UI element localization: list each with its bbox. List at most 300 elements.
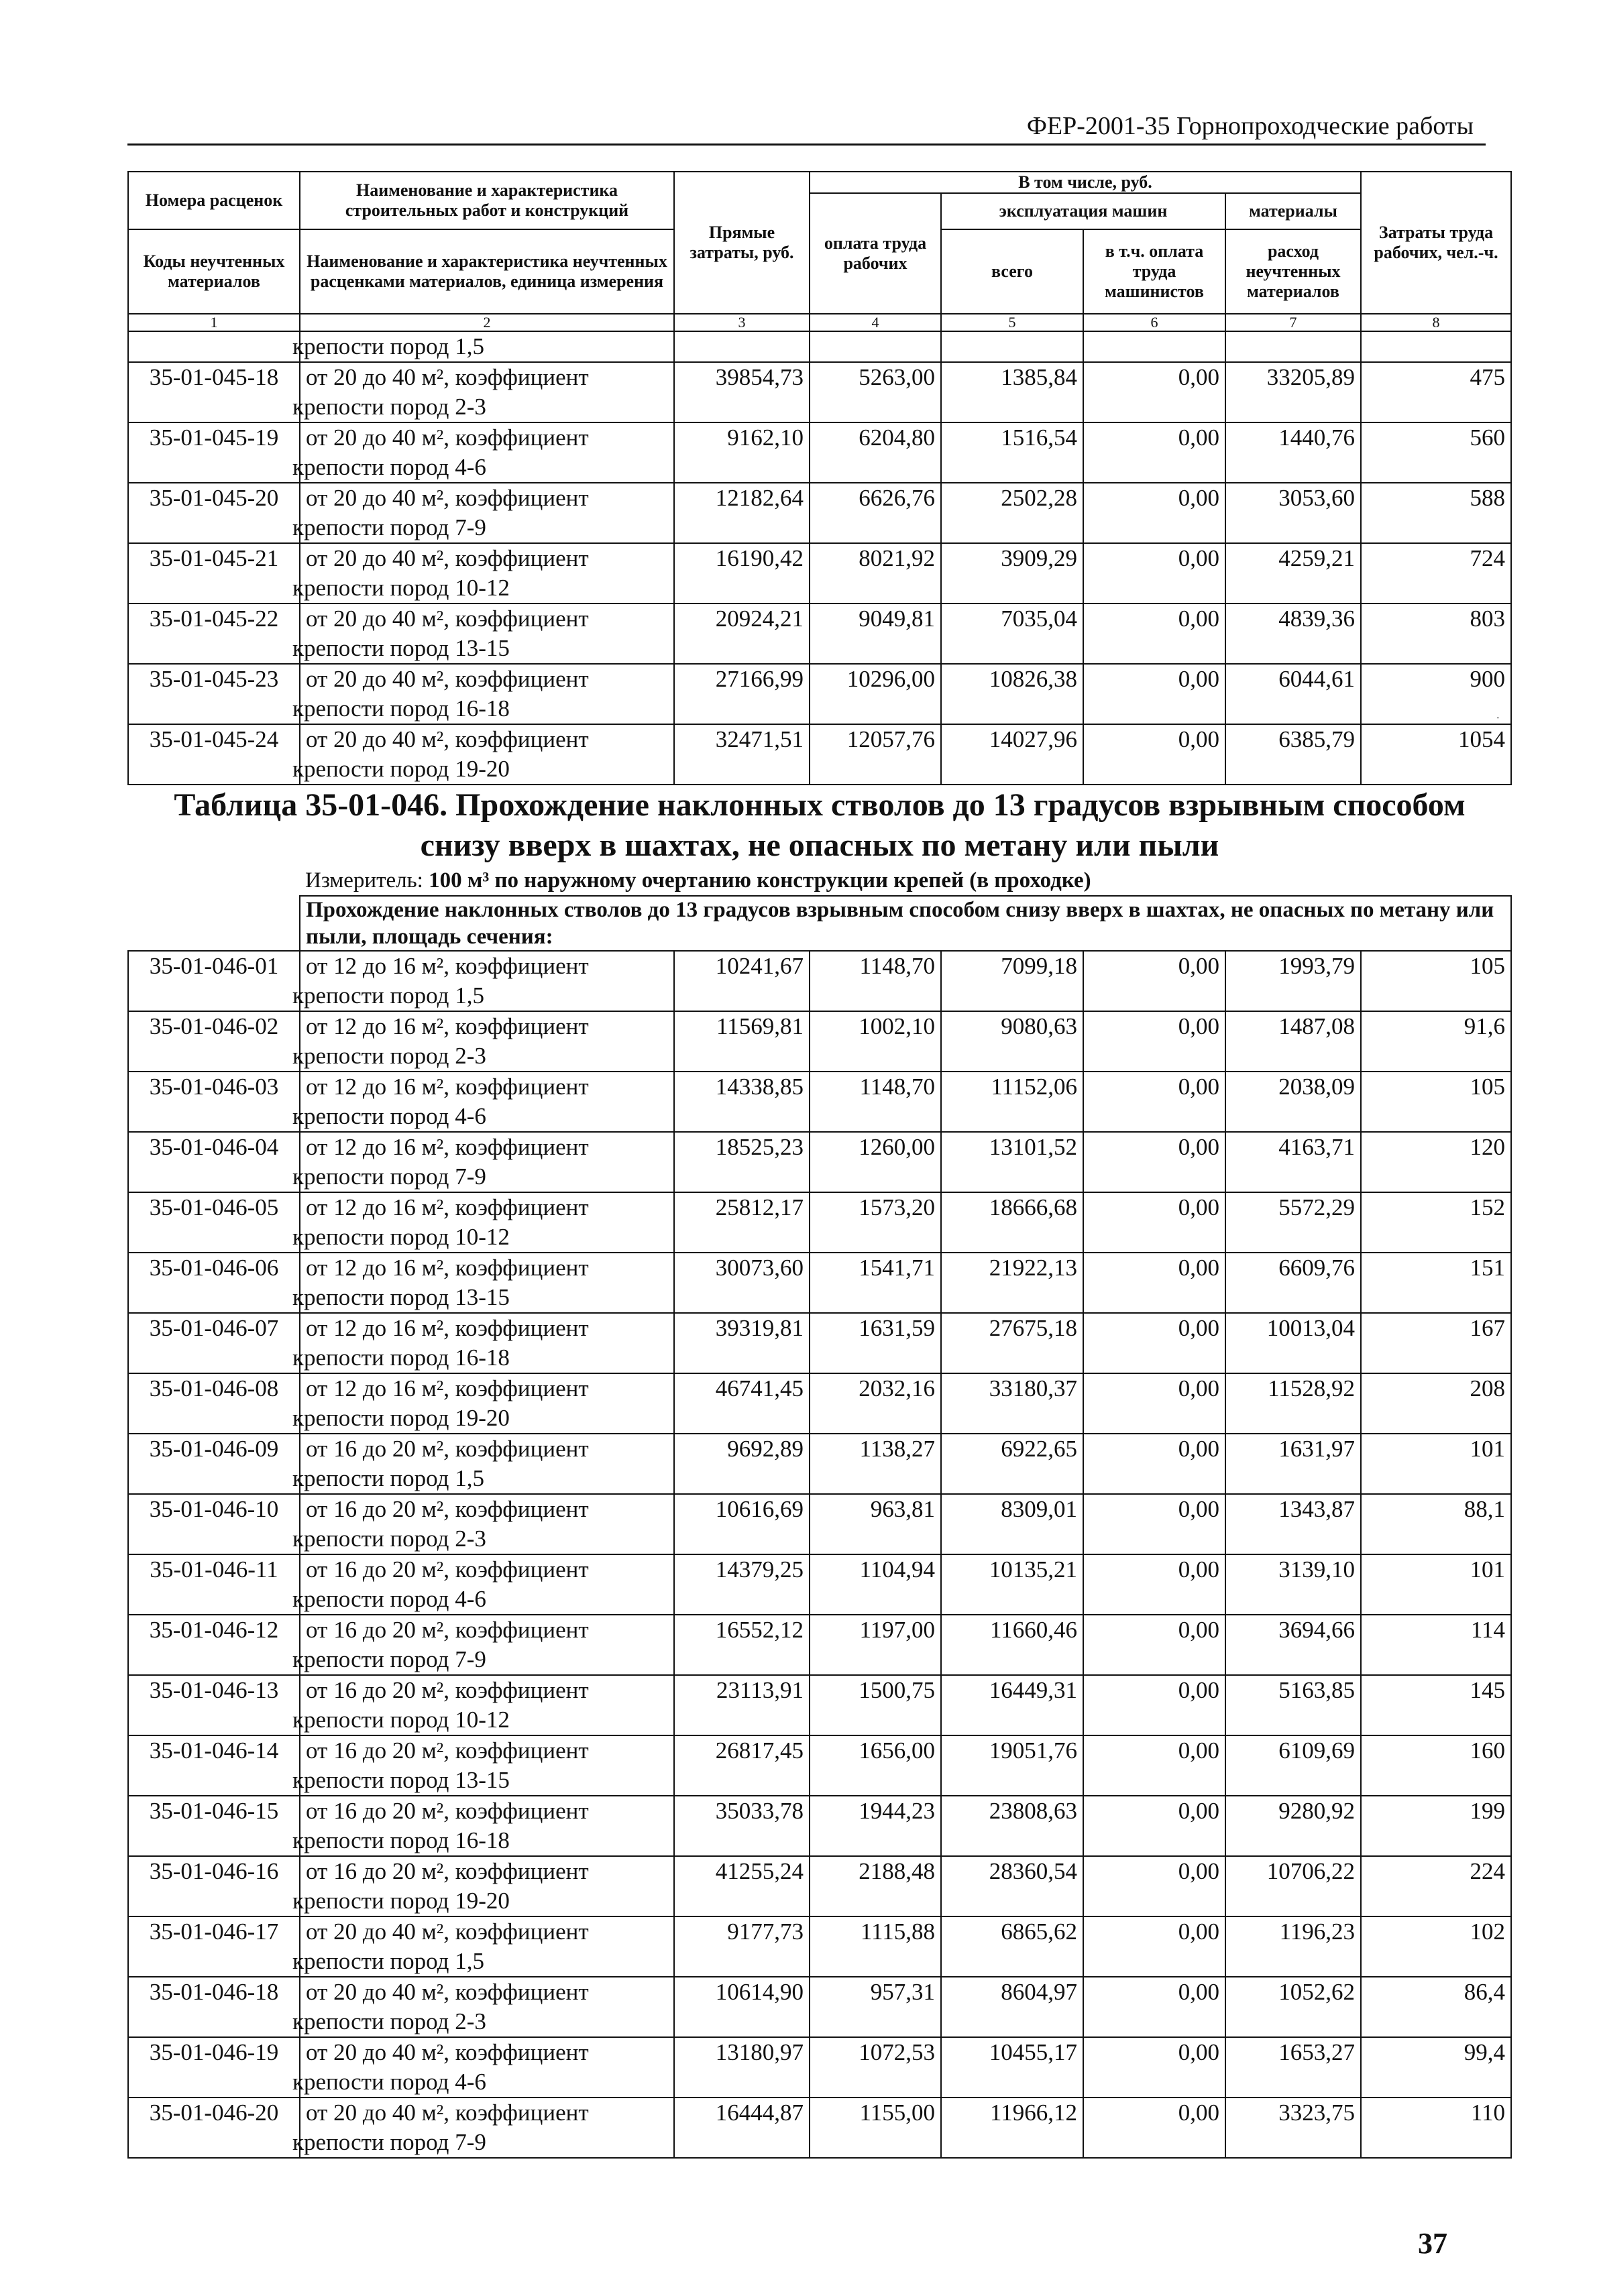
rate-name — [292, 1373, 674, 1434]
machinist-wages: 0,00 — [1083, 362, 1225, 422]
subheader-row — [128, 896, 1511, 951]
rate-code: 35-01-046-03 — [128, 1072, 300, 1132]
direct-costs: 14338,85 — [674, 1072, 810, 1132]
machinist-wages: 0,00 — [1083, 1554, 1225, 1615]
table-row — [128, 1072, 1511, 1132]
table-row — [128, 1434, 1511, 1494]
direct-costs: 20924,21 — [674, 604, 810, 664]
rate-name — [292, 362, 674, 422]
rate-name-cont: крепости пород 10-12 — [292, 575, 510, 601]
rate-name-cont: крепости пород 1,5 — [292, 982, 484, 1009]
material-use: 10706,22 — [1225, 1856, 1361, 1916]
rate-name-cont: крепости пород 7-9 — [292, 2129, 486, 2155]
material-use: 1052,62 — [1225, 1977, 1361, 2037]
table-title-line-2: снизу вверх в шахтах, не опасных по метану или пыли — [420, 827, 1219, 863]
table-row — [128, 1373, 1511, 1434]
labor-hours: 145 — [1361, 1675, 1511, 1735]
direct-costs: 9177,73 — [674, 1916, 810, 1977]
rate-name — [292, 1615, 674, 1675]
col-code-bottom: Коды неучтенных материалов — [128, 229, 300, 314]
machinist-wages: 0,00 — [1083, 951, 1225, 1011]
wages: 1573,20 — [810, 1192, 941, 1253]
rate-name-line: от 16 до 20 м², коэффициент — [306, 1436, 589, 1462]
rate-code: 35-01-045-19 — [128, 422, 300, 483]
direct-costs: 46741,45 — [674, 1373, 810, 1434]
rate-name-cont: крепости пород 13-15 — [292, 1767, 510, 1793]
machinist-wages: 0,00 — [1083, 1494, 1225, 1554]
labor-hours: 199 — [1361, 1796, 1511, 1856]
rate-code: 35-01-046-04 — [128, 1132, 300, 1192]
rate-code: 35-01-046-18 — [128, 1977, 300, 2037]
rate-code: 35-01-045-22 — [128, 604, 300, 664]
rate-code: 35-01-046-02 — [128, 1011, 300, 1072]
rate-name-cont: крепости пород 19-20 — [292, 1405, 510, 1431]
wages: 1155,00 — [810, 2098, 941, 2158]
rate-name — [292, 1916, 674, 1977]
rate-name-line: от 20 до 40 м², коэффициент — [306, 1979, 589, 2005]
wages: 1115,88 — [810, 1916, 941, 1977]
direct-costs: 41255,24 — [674, 1856, 810, 1916]
empty-cell — [941, 331, 1083, 362]
rate-name — [292, 1494, 674, 1554]
rate-name-cont: крепости пород 4-6 — [292, 1103, 486, 1129]
labor-hours: 151 — [1361, 1253, 1511, 1313]
material-use: 1196,23 — [1225, 1916, 1361, 1977]
direct-costs: 39319,81 — [674, 1313, 810, 1373]
machinist-wages: 0,00 — [1083, 1192, 1225, 1253]
direct-costs: 9692,89 — [674, 1434, 810, 1494]
wages: 1541,71 — [810, 1253, 941, 1313]
wages: 6626,76 — [810, 483, 941, 543]
rate-name-cont: крепости пород 4-6 — [292, 1586, 486, 1612]
machines-total: 28360,54 — [941, 1856, 1083, 1916]
table-row — [128, 362, 1511, 422]
machines-total: 6922,65 — [941, 1434, 1083, 1494]
rate-name — [292, 422, 674, 483]
machinist-wages: 0,00 — [1083, 543, 1225, 604]
labor-hours: 101 — [1361, 1434, 1511, 1494]
rate-name-cont: крепости пород 2-3 — [292, 394, 486, 420]
table-row — [128, 543, 1511, 604]
rate-name — [292, 1072, 674, 1132]
rate-code: 35-01-045-18 — [128, 362, 300, 422]
column-number: 1 — [128, 314, 300, 331]
material-use: 3139,10 — [1225, 1554, 1361, 1615]
rate-name — [292, 1313, 674, 1373]
machinist-wages: 0,00 — [1083, 1313, 1225, 1373]
machinist-wages: 0,00 — [1083, 664, 1225, 724]
direct-costs: 16444,87 — [674, 2098, 810, 2158]
labor-hours: 803 — [1361, 604, 1511, 664]
machines-total: 7035,04 — [941, 604, 1083, 664]
rate-name — [292, 543, 674, 604]
table-row — [128, 1735, 1511, 1796]
material-use: 5572,29 — [1225, 1192, 1361, 1253]
material-use: 6609,76 — [1225, 1253, 1361, 1313]
carry-over-text: крепости пород 1,5 — [300, 331, 674, 362]
machinist-wages: 0,00 — [1083, 1011, 1225, 1072]
rate-code: 35-01-046-17 — [128, 1916, 300, 1977]
labor-hours: 160 — [1361, 1735, 1511, 1796]
rate-name — [292, 1434, 674, 1494]
table-title-row — [128, 785, 1511, 866]
rate-name-cont: крепости пород 2-3 — [292, 1526, 486, 1552]
wages: 1104,94 — [810, 1554, 941, 1615]
empty-cell — [1361, 331, 1511, 362]
col-machines: эксплуатация машин — [941, 193, 1225, 229]
rate-name-line: от 12 до 16 м², коэффициент — [306, 953, 589, 979]
rate-name — [292, 1856, 674, 1916]
machines-total: 1385,84 — [941, 362, 1083, 422]
machinist-wages: 0,00 — [1083, 2037, 1225, 2098]
table-row — [128, 604, 1511, 664]
scan-mark: · — [1496, 711, 1500, 726]
rate-name — [292, 664, 674, 724]
table-row — [128, 1856, 1511, 1916]
rate-name-line: от 16 до 20 м², коэффициент — [306, 1737, 589, 1764]
direct-costs: 23113,91 — [674, 1675, 810, 1735]
wages: 1656,00 — [810, 1735, 941, 1796]
rate-code: 35-01-045-21 — [128, 543, 300, 604]
table-row — [128, 1011, 1511, 1072]
table-row — [128, 1615, 1511, 1675]
labor-hours: 110 — [1361, 2098, 1511, 2158]
direct-costs: 10616,69 — [674, 1494, 810, 1554]
machinist-wages: 0,00 — [1083, 604, 1225, 664]
rate-code: 35-01-046-10 — [128, 1494, 300, 1554]
labor-hours: 224 — [1361, 1856, 1511, 1916]
table-row — [128, 1494, 1511, 1554]
labor-hours: 588 — [1361, 483, 1511, 543]
labor-hours: 99,4 — [1361, 2037, 1511, 2098]
rates-table — [127, 171, 1512, 2158]
rate-name-cont: крепости пород 19-20 — [292, 756, 510, 782]
rate-name-line: от 20 до 40 м², коэффициент — [306, 726, 589, 752]
column-numbers-row — [128, 314, 1511, 331]
rate-code: 35-01-046-14 — [128, 1735, 300, 1796]
page-header — [127, 114, 1486, 146]
rate-code: 35-01-045-24 — [128, 724, 300, 785]
machines-total: 1516,54 — [941, 422, 1083, 483]
table-row — [128, 1253, 1511, 1313]
rate-name-line: от 12 до 16 м², коэффициент — [306, 1315, 589, 1341]
machines-total: 21922,13 — [941, 1253, 1083, 1313]
rate-code: 35-01-046-06 — [128, 1253, 300, 1313]
machines-total: 14027,96 — [941, 724, 1083, 785]
table-row — [128, 664, 1511, 724]
rate-name-cont: крепости пород 16-18 — [292, 1827, 510, 1853]
measure-value: 100 м³ по наружному очертанию конструкции крепей (в проходке) — [429, 868, 1091, 893]
direct-costs: 30073,60 — [674, 1253, 810, 1313]
col-machinist-wages: в т.ч. оплата труда машинистов — [1083, 229, 1225, 314]
wages: 1197,00 — [810, 1615, 941, 1675]
wages: 1944,23 — [810, 1796, 941, 1856]
rate-name-cont: крепости пород 16-18 — [292, 695, 510, 722]
rate-code: 35-01-045-23 — [128, 664, 300, 724]
rate-name-line: от 12 до 16 м², коэффициент — [306, 1194, 589, 1220]
measure-row — [128, 866, 1511, 896]
rate-name-line: от 20 до 40 м², коэффициент — [306, 364, 589, 390]
direct-costs: 16552,12 — [674, 1615, 810, 1675]
col-material-use: расход неучтенных материалов — [1225, 229, 1361, 314]
machinist-wages: 0,00 — [1083, 1434, 1225, 1494]
machinist-wages: 0,00 — [1083, 1916, 1225, 1977]
material-use: 5163,85 — [1225, 1675, 1361, 1735]
wages: 2032,16 — [810, 1373, 941, 1434]
empty-cell — [128, 866, 300, 896]
material-use: 4839,36 — [1225, 604, 1361, 664]
table-row — [128, 1796, 1511, 1856]
col-wages: оплата труда рабочих — [810, 193, 941, 314]
column-number: 8 — [1361, 314, 1511, 331]
material-use: 2038,09 — [1225, 1072, 1361, 1132]
machines-total: 18666,68 — [941, 1192, 1083, 1253]
material-use: 6044,61 — [1225, 664, 1361, 724]
direct-costs: 12182,64 — [674, 483, 810, 543]
rate-name — [292, 2037, 674, 2098]
rate-name-cont: крепости пород 4-6 — [292, 454, 486, 480]
empty-cell — [1083, 331, 1225, 362]
rate-code: 35-01-046-13 — [128, 1675, 300, 1735]
machinist-wages: 0,00 — [1083, 1735, 1225, 1796]
empty-cell — [810, 331, 941, 362]
material-use: 4163,71 — [1225, 1132, 1361, 1192]
rate-code: 35-01-046-07 — [128, 1313, 300, 1373]
machines-total: 9080,63 — [941, 1011, 1083, 1072]
col-labor: Затраты труда рабочих, чел.-ч. — [1361, 172, 1511, 314]
machinist-wages: 0,00 — [1083, 483, 1225, 543]
section-subheader: Прохождение наклонных стволов до 13 градусов взрывным способом снизу вверх в шахтах, не опасных по метану или пыли, площадь сечения: — [300, 896, 1511, 951]
empty-cell — [128, 896, 300, 951]
rate-name-line: от 12 до 16 м², коэффициент — [306, 1134, 589, 1160]
rate-name — [292, 483, 674, 543]
table-row — [128, 1977, 1511, 2037]
header-title: ФЕР-2001-35 Горнопроходческие работы — [1026, 112, 1474, 140]
machines-total: 27675,18 — [941, 1313, 1083, 1373]
table-row — [128, 422, 1511, 483]
labor-hours: 475 — [1361, 362, 1511, 422]
wages: 1138,27 — [810, 1434, 941, 1494]
col-machines-total: всего — [941, 229, 1083, 314]
rate-code: 35-01-046-16 — [128, 1856, 300, 1916]
rate-name-line: от 20 до 40 м², коэффициент — [306, 2100, 589, 2126]
material-use: 1653,27 — [1225, 2037, 1361, 2098]
rate-code: 35-01-046-20 — [128, 2098, 300, 2158]
rate-name-line: от 16 до 20 м², коэффициент — [306, 1617, 589, 1643]
labor-hours: 208 — [1361, 1373, 1511, 1434]
labor-hours: 120 — [1361, 1132, 1511, 1192]
column-number: 5 — [941, 314, 1083, 331]
rate-name-line: от 12 до 16 м², коэффициент — [306, 1255, 589, 1281]
labor-hours: 560 — [1361, 422, 1511, 483]
material-use: 3053,60 — [1225, 483, 1361, 543]
table-row — [128, 1132, 1511, 1192]
rate-name-line: от 16 до 20 м², коэффициент — [306, 1798, 589, 1824]
machines-total: 7099,18 — [941, 951, 1083, 1011]
labor-hours: 167 — [1361, 1313, 1511, 1373]
rate-name-line: от 16 до 20 м², коэффициент — [306, 1677, 589, 1703]
machines-total: 10455,17 — [941, 2037, 1083, 2098]
rate-name-cont: крепости пород 13-15 — [292, 635, 510, 661]
labor-hours: 105 — [1361, 951, 1511, 1011]
table-title — [128, 785, 1511, 866]
rate-name-cont: крепости пород 13-15 — [292, 1284, 510, 1310]
material-use: 10013,04 — [1225, 1313, 1361, 1373]
labor-hours: 114 — [1361, 1615, 1511, 1675]
rate-name-cont: крепости пород 19-20 — [292, 1888, 510, 1914]
material-use: 1440,76 — [1225, 422, 1361, 483]
rate-name-line: от 20 до 40 м², коэффициент — [306, 1918, 589, 1945]
rate-name — [292, 1796, 674, 1856]
direct-costs: 16190,42 — [674, 543, 810, 604]
rate-name — [292, 2098, 674, 2158]
table-row — [128, 1192, 1511, 1253]
page-number: 37 — [1418, 2227, 1447, 2260]
rate-code: 35-01-046-05 — [128, 1192, 300, 1253]
direct-costs: 39854,73 — [674, 362, 810, 422]
rate-name-line: от 20 до 40 м², коэффициент — [306, 424, 589, 451]
rate-name-line: от 20 до 40 м², коэффициент — [306, 485, 589, 511]
table-row — [128, 483, 1511, 543]
material-use: 11528,92 — [1225, 1373, 1361, 1434]
material-use: 1343,87 — [1225, 1494, 1361, 1554]
col-code-top: Номера расценок — [128, 172, 300, 229]
table-row — [128, 951, 1511, 1011]
column-number: 3 — [674, 314, 810, 331]
rate-name — [292, 1675, 674, 1735]
machines-total: 8604,97 — [941, 1977, 1083, 2037]
material-use: 1631,97 — [1225, 1434, 1361, 1494]
wages: 12057,76 — [810, 724, 941, 785]
rate-code: 35-01-046-01 — [128, 951, 300, 1011]
machines-total: 3909,29 — [941, 543, 1083, 604]
table-row — [128, 1554, 1511, 1615]
wages: 1148,70 — [810, 1072, 941, 1132]
direct-costs: 10241,67 — [674, 951, 810, 1011]
table-row — [128, 2037, 1511, 2098]
table-row — [128, 724, 1511, 785]
rate-name-cont: крепости пород 7-9 — [292, 1646, 486, 1672]
direct-costs: 27166,99 — [674, 664, 810, 724]
wages: 9049,81 — [810, 604, 941, 664]
rate-name-line: от 20 до 40 м², коэффициент — [306, 2039, 589, 2065]
material-use: 6109,69 — [1225, 1735, 1361, 1796]
col-group: В том числе, руб. — [810, 172, 1361, 193]
machinist-wages: 0,00 — [1083, 724, 1225, 785]
rate-name — [292, 1253, 674, 1313]
rate-name-line: от 12 до 16 м², коэффициент — [306, 1074, 589, 1100]
rate-name — [292, 1132, 674, 1192]
wages: 1002,10 — [810, 1011, 941, 1072]
machines-total: 33180,37 — [941, 1373, 1083, 1434]
rate-name — [292, 951, 674, 1011]
col-direct-costs: Прямые затраты, руб. — [674, 172, 810, 314]
machinist-wages: 0,00 — [1083, 1253, 1225, 1313]
machinist-wages: 0,00 — [1083, 1072, 1225, 1132]
labor-hours: 105 — [1361, 1072, 1511, 1132]
table-row — [128, 1916, 1511, 1977]
column-number: 2 — [300, 314, 674, 331]
labor-hours: 101 — [1361, 1554, 1511, 1615]
direct-costs: 9162,10 — [674, 422, 810, 483]
table-row — [128, 1675, 1511, 1735]
rate-name-line: от 16 до 20 м², коэффициент — [306, 1858, 589, 1884]
direct-costs: 10614,90 — [674, 1977, 810, 2037]
column-number: 7 — [1225, 314, 1361, 331]
machines-total: 6865,62 — [941, 1916, 1083, 1977]
wages: 1072,53 — [810, 2037, 941, 2098]
rate-name — [292, 724, 674, 785]
material-use: 6385,79 — [1225, 724, 1361, 785]
machines-total: 11966,12 — [941, 2098, 1083, 2158]
wages: 1148,70 — [810, 951, 941, 1011]
machinist-wages: 0,00 — [1083, 1675, 1225, 1735]
rate-code: 35-01-046-12 — [128, 1615, 300, 1675]
rate-name-cont: крепости пород 2-3 — [292, 2008, 486, 2034]
rate-name — [292, 1554, 674, 1615]
material-use: 9280,92 — [1225, 1796, 1361, 1856]
rate-name-cont: крепости пород 7-9 — [292, 514, 486, 540]
labor-hours: 88,1 — [1361, 1494, 1511, 1554]
rate-name-line: от 20 до 40 м², коэффициент — [306, 545, 589, 571]
direct-costs: 35033,78 — [674, 1796, 810, 1856]
rate-name-cont: крепости пород 10-12 — [292, 1707, 510, 1733]
table-row — [128, 1313, 1511, 1373]
carry-over-row — [128, 331, 1511, 362]
rate-name-cont: крепости пород 4-6 — [292, 2069, 486, 2095]
machinist-wages: 0,00 — [1083, 1373, 1225, 1434]
rate-name-line: от 16 до 20 м², коэффициент — [306, 1496, 589, 1522]
machines-total: 8309,01 — [941, 1494, 1083, 1554]
rate-code: 35-01-045-20 — [128, 483, 300, 543]
material-use: 3323,75 — [1225, 2098, 1361, 2158]
wages: 6204,80 — [810, 422, 941, 483]
rate-name — [292, 1735, 674, 1796]
material-use: 1993,79 — [1225, 951, 1361, 1011]
wages: 963,81 — [810, 1494, 941, 1554]
machines-total: 2502,28 — [941, 483, 1083, 543]
material-use: 4259,21 — [1225, 543, 1361, 604]
column-number: 4 — [810, 314, 941, 331]
material-use: 33205,89 — [1225, 362, 1361, 422]
rate-name — [292, 1192, 674, 1253]
direct-costs: 11569,81 — [674, 1011, 810, 1072]
measure-prefix: Измеритель: — [305, 868, 429, 893]
machinist-wages: 0,00 — [1083, 1132, 1225, 1192]
machinist-wages: 0,00 — [1083, 1856, 1225, 1916]
machines-total: 11660,46 — [941, 1615, 1083, 1675]
material-use: 3694,66 — [1225, 1615, 1361, 1675]
direct-costs: 13180,97 — [674, 2037, 810, 2098]
labor-hours: 91,6 — [1361, 1011, 1511, 1072]
col-materials: материалы — [1225, 193, 1361, 229]
empty-cell — [128, 331, 300, 362]
machines-total: 10826,38 — [941, 664, 1083, 724]
labor-hours: 152 — [1361, 1192, 1511, 1253]
rate-name — [292, 1977, 674, 2037]
wages: 8021,92 — [810, 543, 941, 604]
rate-code: 35-01-046-11 — [128, 1554, 300, 1615]
machinist-wages: 0,00 — [1083, 422, 1225, 483]
labor-hours: 900 — [1361, 664, 1511, 724]
machines-total: 13101,52 — [941, 1132, 1083, 1192]
rate-name-line: от 20 до 40 м², коэффициент — [306, 606, 589, 632]
rate-name — [292, 604, 674, 664]
machines-total: 23808,63 — [941, 1796, 1083, 1856]
measure-unit — [300, 866, 1511, 896]
wages: 2188,48 — [810, 1856, 941, 1916]
labor-hours: 724 — [1361, 543, 1511, 604]
